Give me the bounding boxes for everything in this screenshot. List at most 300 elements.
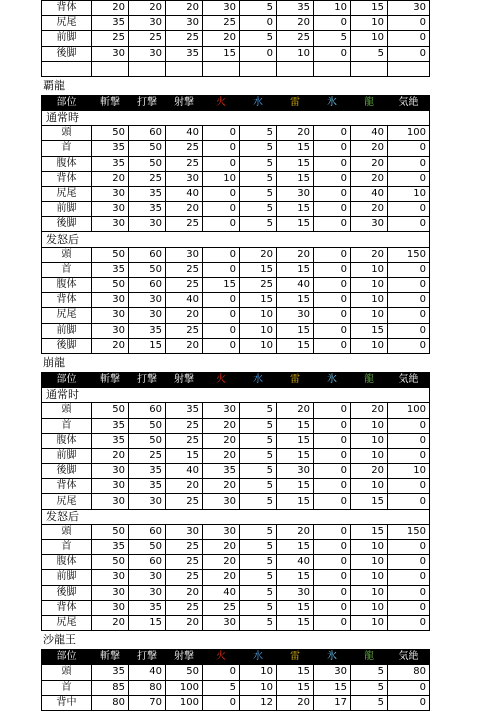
table-row (42, 448, 430, 463)
part-name-cell: 背体 (42, 171, 92, 186)
value-cell: 15 (351, 524, 388, 539)
value-cell: 5 (351, 695, 388, 710)
value-cell: 30 (92, 217, 129, 232)
table-row (42, 418, 430, 433)
column-header: 火 (203, 372, 240, 387)
value-cell: 0 (314, 202, 351, 217)
part-name-cell: 腹体 (42, 433, 92, 448)
value-cell: 30 (388, 1, 430, 16)
value-cell: 50 (92, 555, 129, 570)
table-header-row (42, 372, 430, 387)
value-cell: 10 (351, 31, 388, 46)
value-cell: 25 (166, 570, 203, 585)
table-row (42, 126, 430, 141)
value-cell: 20 (203, 540, 240, 555)
value-cell: 20 (92, 338, 129, 353)
value-cell: 12 (240, 695, 277, 710)
value-cell: 15 (277, 665, 314, 680)
value-cell: 30 (92, 494, 129, 509)
value-cell: 40 (277, 278, 314, 293)
value-cell: 100 (388, 403, 430, 418)
part-name-cell: 後脚 (42, 585, 92, 600)
value-cell: 30 (92, 479, 129, 494)
value-cell: 20 (166, 338, 203, 353)
value-cell: 0 (203, 323, 240, 338)
empty-cell (314, 61, 351, 76)
value-cell: 5 (240, 570, 277, 585)
empty-cell (42, 61, 92, 76)
table-row (42, 433, 430, 448)
part-name-cell: 尻尾 (42, 494, 92, 509)
value-cell: 30 (92, 323, 129, 338)
value-cell: 0 (314, 186, 351, 201)
column-header: 火 (203, 95, 240, 110)
part-name-cell: 背体 (42, 293, 92, 308)
column-header: 打撃 (129, 95, 166, 110)
value-cell: 40 (166, 186, 203, 201)
value-cell: 80 (92, 695, 129, 710)
value-cell: 0 (388, 171, 430, 186)
value-cell: 50 (129, 540, 166, 555)
value-cell: 17 (314, 695, 351, 710)
table-row (42, 570, 430, 585)
value-cell: 30 (92, 186, 129, 201)
value-cell: 25 (129, 171, 166, 186)
value-cell: 0 (388, 308, 430, 323)
value-cell: 25 (166, 217, 203, 232)
value-cell: 25 (129, 448, 166, 463)
table-row (42, 555, 430, 570)
value-cell: 0 (240, 46, 277, 61)
column-header: 龍 (351, 650, 388, 665)
value-cell: 0 (388, 494, 430, 509)
value-cell: 25 (129, 31, 166, 46)
monster-table (41, 649, 430, 711)
value-cell: 50 (92, 126, 129, 141)
value-cell: 80 (388, 665, 430, 680)
value-cell: 50 (92, 403, 129, 418)
value-cell: 0 (388, 202, 430, 217)
column-header: 斬撃 (92, 372, 129, 387)
value-cell: 85 (92, 680, 129, 695)
value-cell: 60 (129, 403, 166, 418)
monster-table (41, 95, 430, 354)
value-cell: 20 (203, 433, 240, 448)
value-cell: 0 (314, 403, 351, 418)
value-cell: 5 (240, 464, 277, 479)
value-cell: 30 (166, 524, 203, 539)
value-cell: 30 (203, 494, 240, 509)
value-cell: 10 (351, 570, 388, 585)
empty-cell (203, 61, 240, 76)
state-label: 通常時 (42, 110, 430, 125)
value-cell: 10 (203, 171, 240, 186)
value-cell: 15 (166, 448, 203, 463)
value-cell: 25 (166, 555, 203, 570)
value-cell: 70 (129, 695, 166, 710)
value-cell: 0 (388, 418, 430, 433)
value-cell: 5 (240, 418, 277, 433)
value-cell: 30 (129, 494, 166, 509)
table-row (42, 695, 430, 710)
value-cell: 10 (351, 585, 388, 600)
value-cell: 0 (203, 186, 240, 201)
value-cell: 25 (240, 278, 277, 293)
value-cell: 40 (166, 464, 203, 479)
value-cell: 40 (277, 555, 314, 570)
value-cell: 25 (203, 600, 240, 615)
value-cell: 20 (203, 418, 240, 433)
value-cell: 0 (203, 338, 240, 353)
value-cell: 35 (92, 665, 129, 680)
value-cell: 60 (129, 555, 166, 570)
value-cell: 30 (277, 464, 314, 479)
value-cell: 5 (240, 433, 277, 448)
value-cell: 5 (240, 217, 277, 232)
value-cell: 10 (240, 665, 277, 680)
value-cell: 30 (92, 202, 129, 217)
value-cell: 20 (92, 615, 129, 630)
value-cell: 20 (92, 448, 129, 463)
column-header: 雷 (277, 95, 314, 110)
value-cell: 35 (129, 479, 166, 494)
value-cell: 15 (314, 680, 351, 695)
part-name-cell: 尻尾 (42, 186, 92, 201)
value-cell: 25 (166, 278, 203, 293)
value-cell: 0 (203, 247, 240, 262)
value-cell: 15 (277, 494, 314, 509)
monster-title: 崩龍 (43, 355, 65, 369)
state-label: 通常时 (42, 388, 430, 403)
table-row (42, 680, 430, 695)
empty-cell (129, 61, 166, 76)
part-name-cell: 前脚 (42, 202, 92, 217)
value-cell: 25 (92, 31, 129, 46)
value-cell: 20 (92, 171, 129, 186)
value-cell: 30 (92, 600, 129, 615)
column-header: 気絶 (388, 95, 430, 110)
value-cell: 20 (277, 247, 314, 262)
value-cell: 0 (314, 433, 351, 448)
value-cell: 30 (166, 247, 203, 262)
value-cell: 40 (203, 585, 240, 600)
value-cell: 150 (388, 524, 430, 539)
value-cell: 15 (277, 479, 314, 494)
table-row (42, 247, 430, 262)
value-cell: 30 (277, 308, 314, 323)
value-cell: 10 (351, 555, 388, 570)
value-cell: 100 (166, 695, 203, 710)
value-cell: 0 (203, 141, 240, 156)
column-header: 射撃 (166, 372, 203, 387)
part-name-cell: 後脚 (42, 338, 92, 353)
value-cell: 15 (203, 278, 240, 293)
value-cell: 80 (129, 680, 166, 695)
value-cell: 20 (277, 126, 314, 141)
value-cell: 20 (351, 464, 388, 479)
value-cell: 5 (240, 141, 277, 156)
column-header: 雷 (277, 650, 314, 665)
value-cell: 5 (240, 186, 277, 201)
value-cell: 0 (314, 555, 351, 570)
value-cell: 25 (166, 433, 203, 448)
value-cell: 35 (92, 418, 129, 433)
value-cell: 35 (203, 464, 240, 479)
value-cell: 5 (240, 479, 277, 494)
value-cell: 0 (388, 479, 430, 494)
value-cell: 30 (129, 308, 166, 323)
table-row (42, 31, 430, 46)
value-cell: 20 (166, 308, 203, 323)
column-header: 気絶 (388, 650, 430, 665)
column-header: 氷 (314, 650, 351, 665)
value-cell: 30 (203, 615, 240, 630)
column-header: 斬撃 (92, 650, 129, 665)
table-row (42, 46, 430, 61)
monster-title: 沙龍王 (43, 633, 76, 647)
value-cell: 15 (277, 570, 314, 585)
value-cell: 20 (166, 202, 203, 217)
value-cell: 10 (351, 600, 388, 615)
value-cell: 5 (203, 680, 240, 695)
value-cell: 10 (240, 323, 277, 338)
value-cell: 0 (388, 31, 430, 46)
value-cell: 150 (388, 247, 430, 262)
value-cell: 10 (351, 16, 388, 31)
value-cell: 15 (351, 323, 388, 338)
part-name-cell: 腹体 (42, 555, 92, 570)
value-cell: 10 (351, 433, 388, 448)
table-row (42, 61, 430, 76)
value-cell: 0 (240, 16, 277, 31)
value-cell: 10 (240, 338, 277, 353)
page (41, 0, 430, 711)
value-cell: 30 (129, 585, 166, 600)
value-cell: 35 (92, 16, 129, 31)
value-cell: 10 (314, 1, 351, 16)
value-cell: 20 (203, 555, 240, 570)
value-cell: 0 (388, 540, 430, 555)
value-cell: 0 (388, 16, 430, 31)
value-cell: 5 (240, 615, 277, 630)
value-cell: 0 (314, 278, 351, 293)
value-cell: 0 (388, 615, 430, 630)
value-cell: 30 (314, 665, 351, 680)
column-header: 龍 (351, 95, 388, 110)
value-cell: 5 (240, 1, 277, 16)
part-name-cell: 頭 (42, 665, 92, 680)
value-cell: 5 (351, 680, 388, 695)
column-header: 射撃 (166, 650, 203, 665)
value-cell: 0 (203, 262, 240, 277)
value-cell: 0 (314, 540, 351, 555)
value-cell: 35 (92, 433, 129, 448)
column-header: 打撃 (129, 650, 166, 665)
value-cell: 0 (314, 16, 351, 31)
value-cell: 10 (388, 186, 430, 201)
value-cell: 15 (351, 494, 388, 509)
value-cell: 0 (203, 293, 240, 308)
value-cell: 5 (240, 540, 277, 555)
table-row (42, 464, 430, 479)
table-row (42, 479, 430, 494)
table-row (42, 141, 430, 156)
part-name-cell: 尻尾 (42, 615, 92, 630)
value-cell: 15 (240, 293, 277, 308)
value-cell: 10 (351, 262, 388, 277)
value-cell: 15 (129, 615, 166, 630)
value-cell: 35 (92, 262, 129, 277)
value-cell: 15 (277, 418, 314, 433)
state-label-row (42, 509, 430, 524)
table-row (42, 202, 430, 217)
column-header: 斬撃 (92, 95, 129, 110)
value-cell: 10 (351, 448, 388, 463)
value-cell: 20 (277, 695, 314, 710)
value-cell: 0 (314, 448, 351, 463)
value-cell: 20 (129, 1, 166, 16)
value-cell: 30 (129, 293, 166, 308)
value-cell: 30 (92, 46, 129, 61)
table-row (42, 308, 430, 323)
monster-title: 覇龍 (43, 78, 65, 92)
part-name-cell: 首 (42, 418, 92, 433)
value-cell: 30 (129, 570, 166, 585)
value-cell: 0 (314, 494, 351, 509)
value-cell: 35 (92, 540, 129, 555)
part-name-cell: 後脚 (42, 46, 92, 61)
part-name-cell: 首 (42, 680, 92, 695)
table-row (42, 665, 430, 680)
value-cell: 0 (314, 479, 351, 494)
value-cell: 0 (203, 156, 240, 171)
value-cell: 0 (388, 338, 430, 353)
value-cell: 20 (166, 585, 203, 600)
column-header: 雷 (277, 372, 314, 387)
value-cell: 25 (166, 540, 203, 555)
part-name-cell: 首 (42, 540, 92, 555)
table-row (42, 524, 430, 539)
value-cell: 20 (166, 479, 203, 494)
value-cell: 20 (203, 479, 240, 494)
value-cell: 10 (351, 308, 388, 323)
value-cell: 100 (388, 126, 430, 141)
value-cell: 30 (92, 464, 129, 479)
value-cell: 15 (277, 217, 314, 232)
value-cell: 0 (314, 156, 351, 171)
value-cell: 20 (351, 247, 388, 262)
value-cell: 40 (351, 126, 388, 141)
empty-cell (240, 61, 277, 76)
value-cell: 0 (314, 293, 351, 308)
value-cell: 10 (351, 540, 388, 555)
value-cell: 40 (166, 293, 203, 308)
column-header: 気絶 (388, 372, 430, 387)
value-cell: 100 (166, 680, 203, 695)
value-cell: 0 (388, 433, 430, 448)
value-cell: 30 (129, 46, 166, 61)
value-cell: 20 (351, 141, 388, 156)
value-cell: 5 (240, 555, 277, 570)
value-cell: 50 (129, 262, 166, 277)
value-cell: 50 (92, 278, 129, 293)
value-cell: 30 (92, 308, 129, 323)
value-cell: 20 (203, 31, 240, 46)
column-header: 水 (240, 650, 277, 665)
table-row (42, 585, 430, 600)
value-cell: 10 (277, 46, 314, 61)
column-header: 部位 (42, 650, 92, 665)
value-cell: 35 (277, 1, 314, 16)
empty-cell (351, 61, 388, 76)
value-cell: 0 (314, 524, 351, 539)
value-cell: 0 (388, 262, 430, 277)
value-cell: 0 (203, 665, 240, 680)
value-cell: 20 (277, 16, 314, 31)
empty-cell (166, 61, 203, 76)
value-cell: 0 (314, 323, 351, 338)
column-header: 火 (203, 650, 240, 665)
value-cell: 15 (240, 262, 277, 277)
top-table (41, 0, 430, 77)
value-cell: 15 (277, 448, 314, 463)
part-name-cell: 尻尾 (42, 308, 92, 323)
empty-cell (388, 61, 430, 76)
column-header: 水 (240, 95, 277, 110)
part-name-cell: 頭 (42, 247, 92, 262)
value-cell: 15 (277, 156, 314, 171)
value-cell: 30 (277, 585, 314, 600)
table-row (42, 16, 430, 31)
value-cell: 0 (388, 585, 430, 600)
part-name-cell: 腹体 (42, 278, 92, 293)
part-name-cell: 頭 (42, 403, 92, 418)
value-cell: 50 (129, 156, 166, 171)
part-name-cell: 背体 (42, 479, 92, 494)
value-cell: 15 (203, 46, 240, 61)
value-cell: 30 (92, 293, 129, 308)
value-cell: 5 (240, 202, 277, 217)
value-cell: 5 (240, 31, 277, 46)
value-cell: 0 (388, 141, 430, 156)
value-cell: 15 (277, 615, 314, 630)
value-cell: 0 (314, 615, 351, 630)
column-header: 射撃 (166, 95, 203, 110)
value-cell: 0 (388, 323, 430, 338)
value-cell: 25 (166, 262, 203, 277)
value-cell: 35 (129, 202, 166, 217)
value-cell: 0 (203, 202, 240, 217)
value-cell: 5 (240, 600, 277, 615)
value-cell: 5 (314, 31, 351, 46)
table-row (42, 262, 430, 277)
value-cell: 20 (277, 524, 314, 539)
value-cell: 0 (388, 293, 430, 308)
part-name-cell: 前脚 (42, 323, 92, 338)
value-cell: 30 (351, 217, 388, 232)
value-cell: 20 (203, 570, 240, 585)
value-cell: 15 (277, 680, 314, 695)
part-name-cell: 背体 (42, 600, 92, 615)
column-header: 打撃 (129, 372, 166, 387)
part-name-cell: 頭 (42, 126, 92, 141)
value-cell: 30 (277, 186, 314, 201)
value-cell: 35 (166, 46, 203, 61)
value-cell: 25 (166, 600, 203, 615)
value-cell: 5 (240, 448, 277, 463)
table-row (42, 494, 430, 509)
value-cell: 25 (166, 323, 203, 338)
